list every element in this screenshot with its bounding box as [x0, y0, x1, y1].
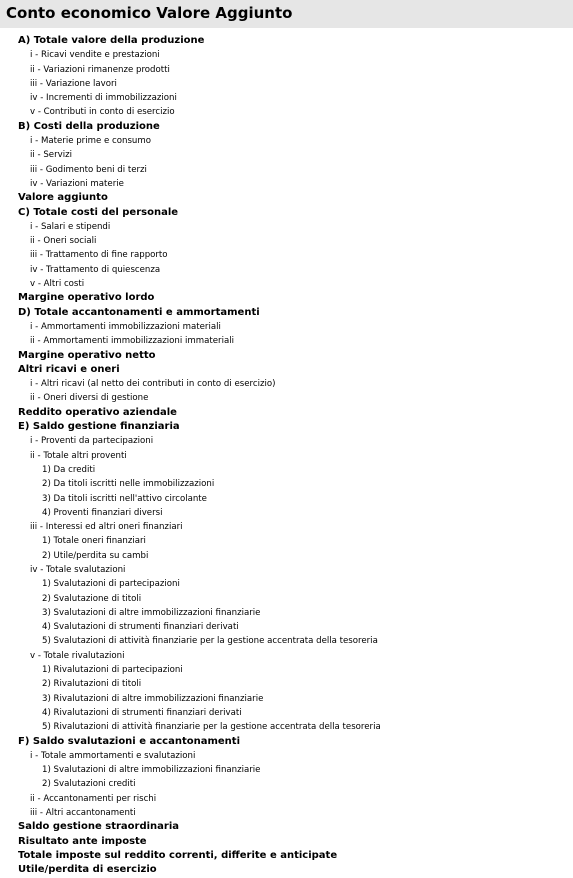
- line-item: i - Proventi da partecipazioni: [30, 436, 154, 447]
- line-item: 5) Rivalutazioni di attività finanziarie per la gestione accentrata della tesoreria: [42, 722, 381, 733]
- line-item: 1) Rivalutazioni di partecipazioni: [42, 665, 183, 676]
- line-item: 3) Rivalutazioni di altre immobilizzazioni finanziarie: [42, 693, 264, 704]
- line-item: i - Ricavi vendite e prestazioni: [30, 50, 160, 61]
- line-item: 2) Svalutazioni crediti: [42, 779, 136, 790]
- line-item: ii - Ammortamenti immobilizzazioni immateriali: [30, 336, 235, 347]
- line-item: i - Ammortamenti immobilizzazioni materiali: [30, 321, 221, 332]
- section-heading: D) Totale accantonamenti e ammortamenti: [18, 306, 260, 318]
- line-item: iv - Trattamento di quiescenza: [30, 264, 161, 275]
- section-heading: Saldo gestione straordinaria: [18, 821, 180, 833]
- line-item: v - Altri costi: [30, 279, 85, 290]
- line-item: 2) Utile/perdita su cambi: [42, 550, 149, 561]
- line-item: i - Materie prime e consumo: [30, 136, 151, 147]
- section-heading: Totale imposte sul reddito correnti, differite e anticipate: [18, 849, 338, 861]
- title-bar: [0, 0, 573, 28]
- line-item: 1) Totale oneri finanziari: [42, 536, 146, 547]
- section-heading: A) Totale valore della produzione: [18, 35, 205, 46]
- line-item: 4) Svalutazioni di strumenti finanziari derivati: [42, 622, 239, 633]
- section-heading: Risultato ante imposte: [18, 835, 147, 847]
- page-title: Conto economico Valore Aggiunto: [6, 4, 293, 22]
- line-item: ii - Servizi: [30, 150, 72, 161]
- section-heading: E) Saldo gestione finanziaria: [18, 421, 180, 433]
- line-item: ii - Totale altri proventi: [30, 450, 127, 461]
- section-heading: B) Costi della produzione: [18, 120, 160, 132]
- line-item: iii - Godimento beni di terzi: [30, 164, 147, 175]
- line-item: ii - Accantonamenti per rischi: [30, 793, 157, 804]
- line-item: 2) Svalutazione di titoli: [42, 593, 142, 604]
- section-heading: Margine operativo netto: [18, 349, 156, 361]
- line-item: iii - Variazione lavori: [30, 78, 117, 89]
- line-item: i - Salari e stipendi: [30, 221, 111, 232]
- line-item: v - Totale rivalutazioni: [30, 650, 125, 661]
- section-heading: F) Saldo svalutazioni e accantonamenti: [18, 735, 240, 747]
- section-heading: Utile/perdita di esercizio: [18, 864, 157, 876]
- section-heading: C) Totale costi del personale: [18, 206, 179, 218]
- line-item: 1) Svalutazioni di altre immobilizzazioni finanziarie: [42, 765, 261, 776]
- line-item: iii - Interessi ed altri oneri finanziari: [30, 522, 183, 533]
- line-item: 3) Da titoli iscritti nell'attivo circolante: [42, 493, 207, 504]
- line-item: 1) Da crediti: [42, 464, 96, 475]
- section-heading: Altri ricavi e oneri: [18, 363, 120, 375]
- line-item: 2) Rivalutazioni di titoli: [42, 679, 142, 690]
- income-statement-list: [0, 34, 573, 878]
- line-item: i - Altri ricavi (al netto dei contributi in conto di esercizio): [30, 379, 276, 390]
- line-item: i - Totale ammortamenti e svalutazioni: [30, 750, 196, 761]
- line-item: iv - Incrementi di immobilizzazioni: [30, 93, 177, 104]
- section-heading: Valore aggiunto: [18, 192, 108, 204]
- line-item: 2) Da titoli iscritti nelle immobilizzazioni: [42, 479, 215, 490]
- line-item: 1) Svalutazioni di partecipazioni: [42, 579, 180, 590]
- section-heading: Reddito operativo aziendale: [18, 406, 177, 418]
- line-item: ii - Oneri sociali: [30, 236, 97, 247]
- line-item: 5) Svalutazioni di attività finanziarie per la gestione accentrata della tesoreria: [42, 636, 378, 647]
- line-item: ii - Oneri diversi di gestione: [30, 393, 149, 404]
- line-item: v - Contributi in conto di esercizio: [30, 107, 175, 118]
- line-item: 3) Svalutazioni di altre immobilizzazioni finanziarie: [42, 607, 261, 618]
- line-item: iv - Totale svalutazioni: [30, 564, 126, 575]
- line-item: iii - Trattamento di fine rapporto: [30, 250, 168, 261]
- line-item: 4) Proventi finanziari diversi: [42, 507, 163, 518]
- line-item: 4) Rivalutazioni di strumenti finanziari derivati: [42, 707, 242, 718]
- line-item: iv - Variazioni materie: [30, 178, 124, 189]
- section-heading: Margine operativo lordo: [18, 292, 155, 304]
- line-item: iii - Altri accantonamenti: [30, 808, 136, 819]
- line-item: ii - Variazioni rimanenze prodotti: [30, 64, 170, 75]
